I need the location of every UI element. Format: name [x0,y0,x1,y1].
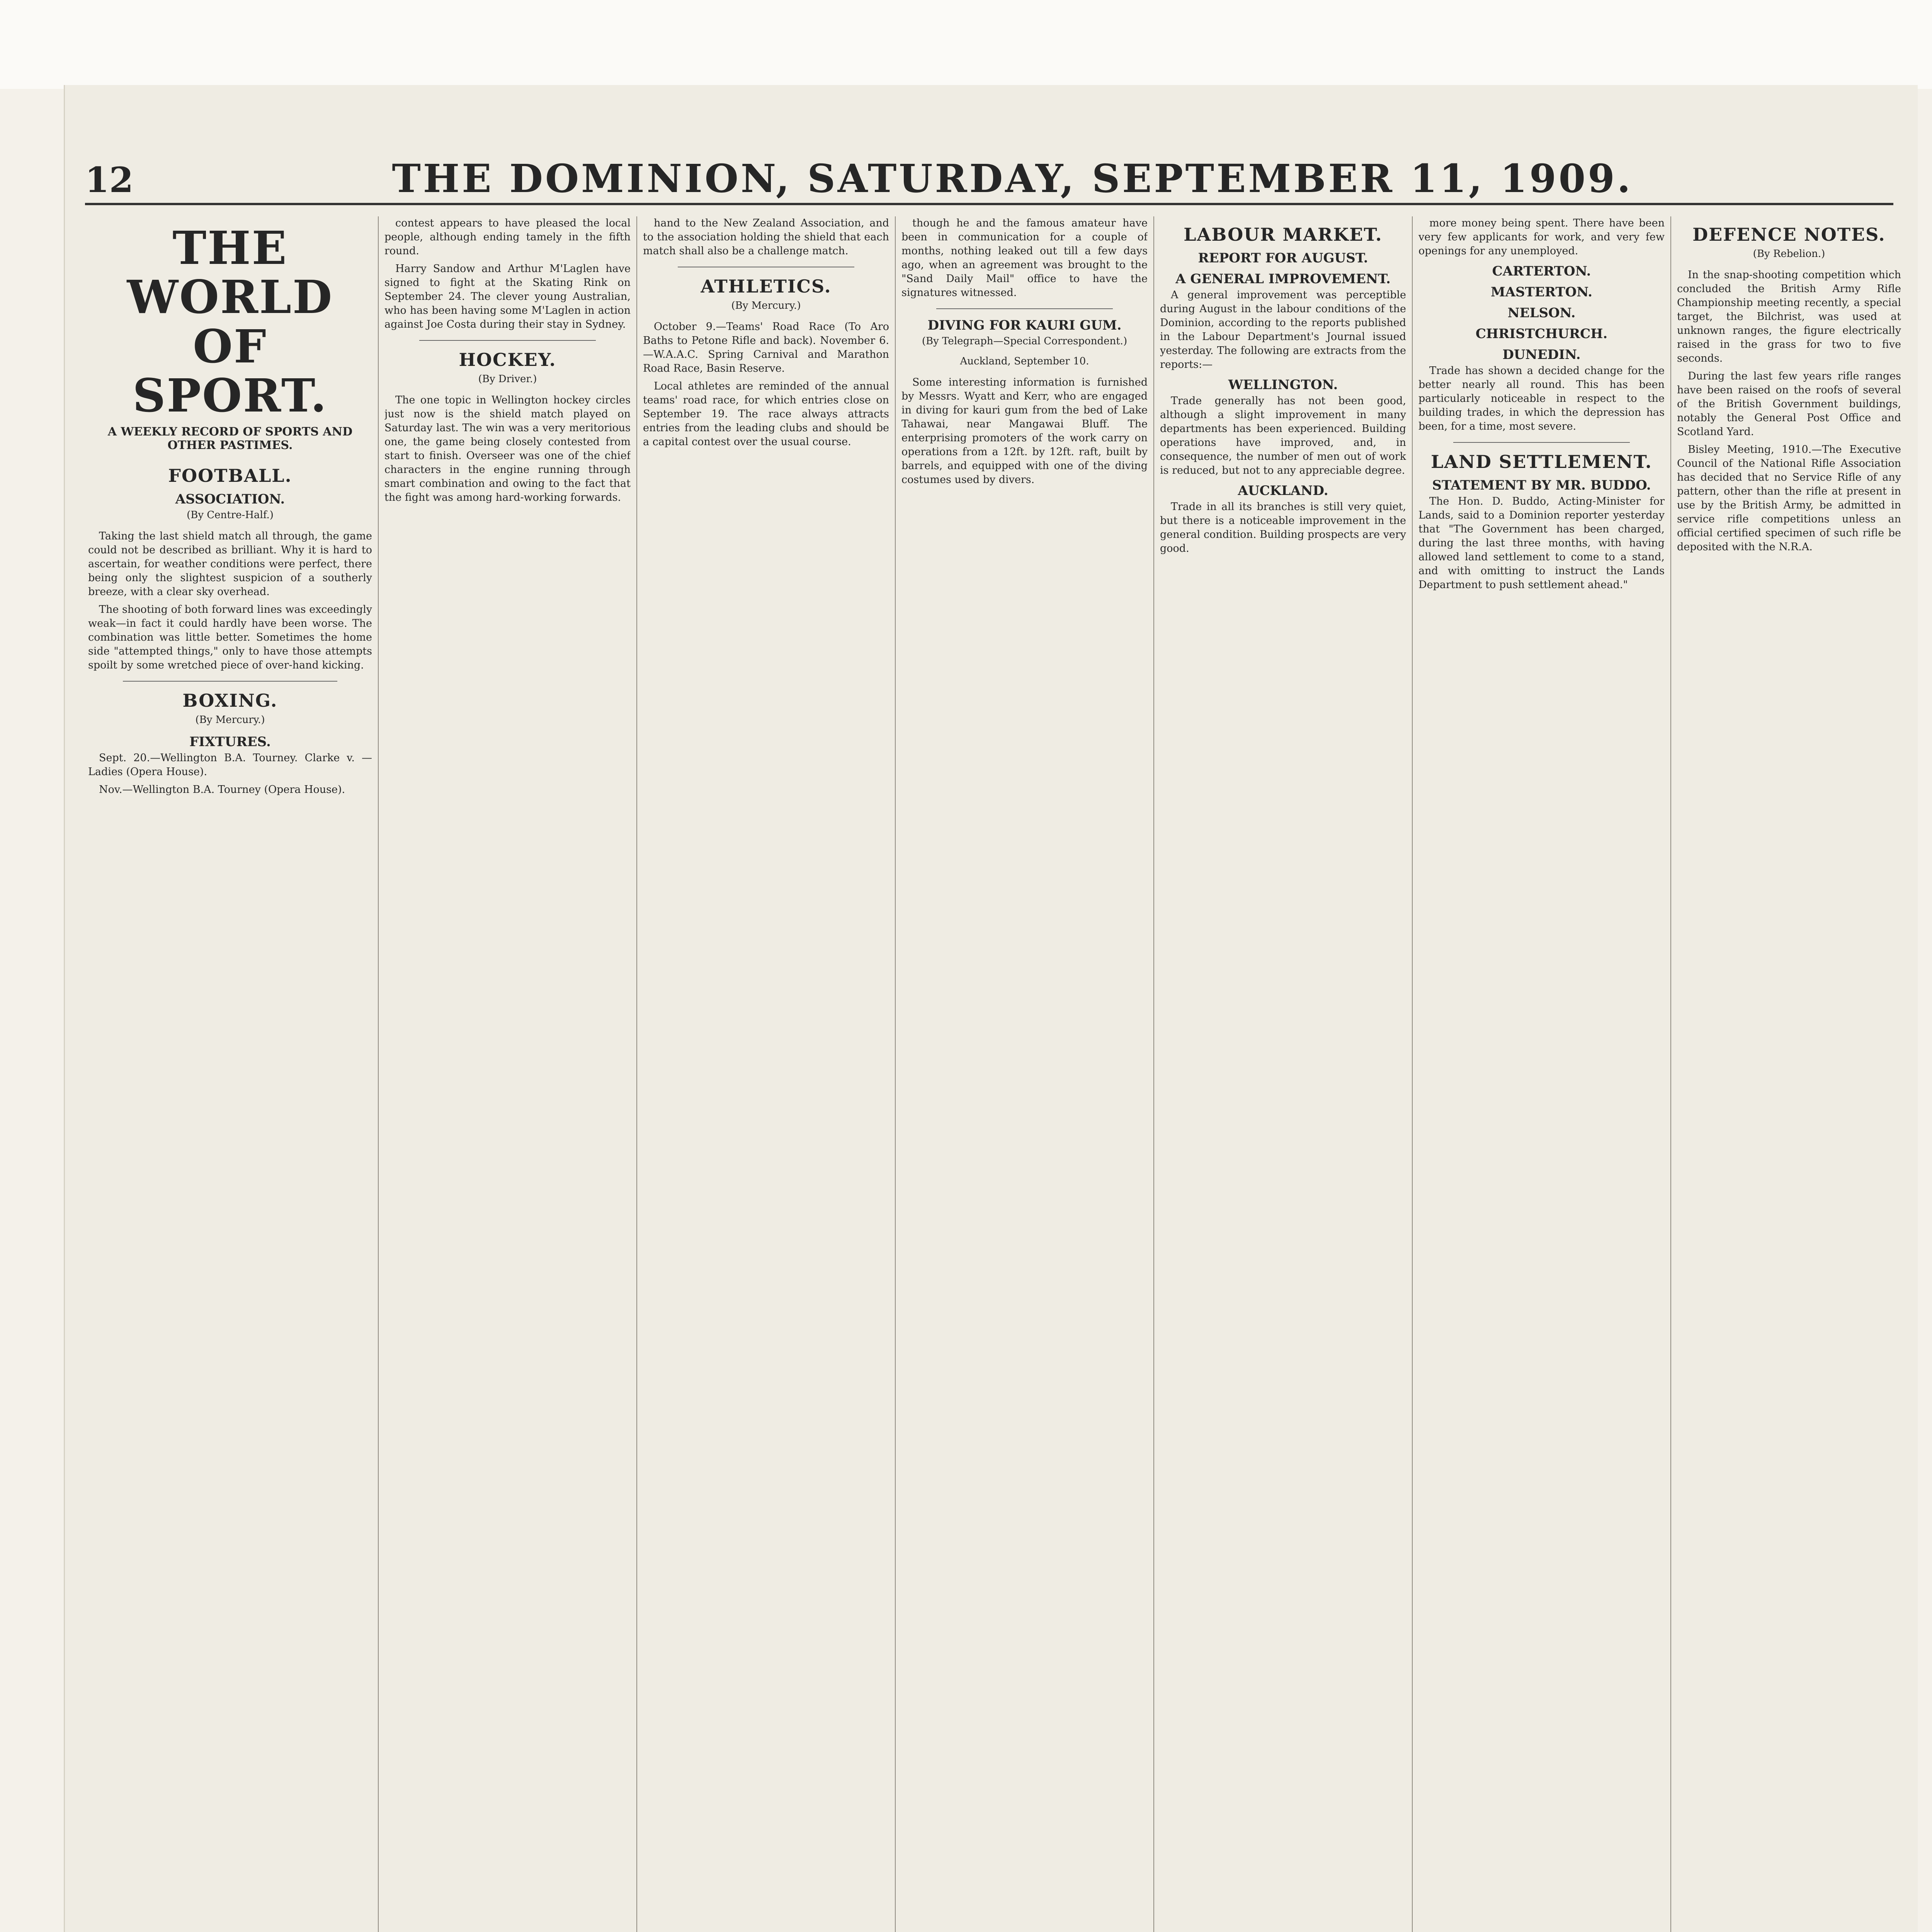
article-paragraph: Harry Sandow and Arthur M'Laglen have signed to fight at the Skating Rink on September 24. The clever young Australian, who has been having some M'Laglen in action against Joe Costa during their stay in Sydney. [384,263,631,330]
carterton-heading: CARTERTON. [1492,264,1591,279]
byline: (By Mercury.) [195,714,265,726]
section-divider [419,340,596,341]
fixture-item: Nov.—Wellington B.A. Tourney (Opera House). [99,783,345,796]
column-7 [1677,216,1901,1932]
fixture-item: October 9.—Teams' Road Race (To Aro Baths to Petone Rifle and back). November 6.—W.A.A.C. Spring Carnival and Marathon Road Race, Basin Reserve. [643,321,889,374]
column-4 [901,216,1148,1932]
dunedin-heading: DUNEDIN. [1502,347,1581,362]
defence-notes-heading: DEFENCE NOTES. [1692,224,1886,245]
fixture-item: Sept. 20.—Wellington B.A. Tourney. Clarke v. — Ladies (Opera House). [88,752,372,778]
report-heading: REPORT FOR AUGUST. [1198,250,1368,266]
dateline: Auckland, September 10. [960,355,1089,367]
column-rule [378,216,379,1932]
improvement-heading: A GENERAL IMPROVEMENT. [1175,271,1391,287]
section-divider [123,681,337,682]
athletics-heading: ATHLETICS. [701,276,832,297]
article-paragraph: A general improvement was perceptible during August in the labour conditions of the Dominion, according to the reports published in the Labour Department's Journal issued yesterday. The following are extracts from the reports:— [1160,289,1406,371]
torn-paper-edge [0,0,1932,89]
column-2 [384,216,631,1932]
column-rule [1412,216,1413,1932]
article-paragraph: though he and the famous amateur have been in communication for a couple of months, nothing leaked out till a few days ago, when an agreement was brought to the "Sand Daily Mail" office to have the signatures witnessed. [901,217,1148,299]
article-paragraph: The Hon. D. Buddo, Acting-Minister for Lands, said to a Dominion reporter yesterday that "The Government has been charged, during the last three months, with having allowed land settlement to come to a stand, and with omitting to instruct the Lands Department to push settlement ahead." [1418,495,1665,591]
article-paragraph: The shooting of both forward lines was exceedingly weak—in fact it could hardly have been worse. The combination was little better. Sometimes the home side "attempted things," only to have those attempts spoilt by some wretched piece of over-hand kicking. [88,603,372,671]
newspaper-title: THE DOMINION, SATURDAY, SEPTEMBER 11, 1909. [392,156,1633,201]
byline: (By Mercury.) [731,300,801,311]
byline: (By Telegraph—Special Correspondent.) [922,335,1128,347]
byline: (By Driver.) [478,373,537,385]
labour-market-heading: LABOUR MARKET. [1184,224,1383,245]
article-paragraph: In the snap-shooting competition which concluded the British Army Rifle Championship meeting recently, a special target, the Bilchrist, was used at unknown ranges, the figure electrically raised in the grass for two to five seconds. [1677,269,1901,364]
football-heading: FOOTBALL. [168,465,292,486]
boxing-heading: BOXING. [182,690,278,711]
hockey-heading: HOCKEY. [459,349,556,370]
article-paragraph: Bisley Meeting, 1910.—The Executive Council of the National Rifle Association has decided that no Service Rifle of any pattern, other than the rifle at present in use by the British Army, be admitted in service rifle competitions unless an official certified specimen of such rifle be deposited with the N.R.A. [1677,444,1901,553]
article-paragraph: Taking the last shield match all through, the game could not be described as brilliant. Why it is hard to ascertain, for weather conditions were perfect, there being only the slightest suspicion of a southerly breeze, with a clear sky overhead. [88,530,372,598]
masterton-heading: MASTERTON. [1490,284,1593,300]
byline: (By Rebelion.) [1753,248,1825,260]
section-divider [1453,442,1630,443]
christchurch-heading: CHRISTCHURCH. [1475,326,1608,342]
column-rule [895,216,896,1932]
article-paragraph: The one topic in Wellington hockey circles just now is the shield match played on Saturday last. The win was a very meritorious one, the game being closely contested from start to finish. Overseer was one of the chief characters in the engine running through smart combination and owing to the fact that the fight was among hard-working forwards. [384,394,631,503]
world-of-sport-heading: THE WORLD OF SPORT. [127,221,333,423]
land-settlement-heading: LAND SETTLEMENT. [1431,451,1652,472]
column-5 [1160,216,1406,1932]
section-divider [936,308,1113,309]
column-3 [643,216,889,1932]
byline: (By Centre-Half.) [187,509,274,521]
article-paragraph: Local athletes are reminded of the annual teams' road race, for which entries close on September 19. The race always attracts entries from the leading clubs and should be a capital contest over the usual course. [643,380,889,448]
kauri-gum-heading: DIVING FOR KAURI GUM. [927,318,1122,333]
article-paragraph: Some interesting information is furnished by Messrs. Wyatt and Kerr, who are engaged in diving for kauri gum from the bed of Lake Tahawai, near Mangawai Bluff. The enterprising promoters of the work carry on operations from a 12ft. by 12ft. raft, built by barrels, and equipped with one of the diving costumes used by divers. [901,376,1148,486]
article-paragraph: Trade generally has not been good, although a slight improvement in many departments has been experienced. Building operations have improved, and, in consequence, the number of men out of work is reduced, but not to any appreciable degree. [1160,395,1406,476]
page-number: 12 [85,160,134,201]
column-rule [636,216,637,1932]
fixtures-heading: FIXTURES. [189,734,271,750]
association-heading: ASSOCIATION. [175,491,285,507]
column-1 [88,216,372,1932]
article-paragraph: hand to the New Zealand Association, and to the association holding the shield that each match shall also be a challenge match. [643,217,889,257]
article-paragraph: more money being spent. There have been very few applicants for work, and very few openings for any unemployed. [1418,217,1665,257]
auckland-heading: AUCKLAND. [1238,483,1328,498]
column-rule [1153,216,1154,1932]
column-rule [1670,216,1671,1932]
column-6 [1418,216,1665,1932]
section-kicker: A WEEKLY RECORD OF SPORTS AND OTHER PASTIMES. [107,425,353,452]
article-paragraph: Trade in all its branches is still very quiet, but there is a noticeable improvement in the general condition. Building prospects are very good. [1160,501,1406,554]
wellington-heading: WELLINGTON. [1228,377,1338,393]
statement-heading: STATEMENT BY MR. BUDDO. [1432,478,1651,493]
nelson-heading: NELSON. [1507,305,1576,321]
masthead [85,153,1893,205]
article-paragraph: Trade has shown a decided change for the better nearly all round. This has been particularly noticeable in respect to the building trades, in which the depression has been, for a time, most severe. [1418,365,1665,432]
article-paragraph: contest appears to have pleased the local people, although ending tamely in the fifth round. [384,217,631,257]
article-paragraph: During the last few years rifle ranges have been raised on the roofs of several of the British Government buildings, notably the General Post Office and Scotland Yard. [1677,370,1901,438]
